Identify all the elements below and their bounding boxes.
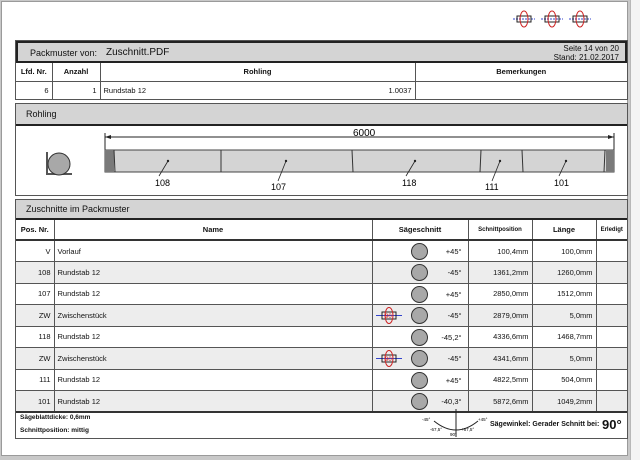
saw-cell xyxy=(372,305,468,327)
name-cell: Rundstab 12 xyxy=(54,326,372,348)
header-file: Zuschnitt.PDF xyxy=(106,47,170,58)
cut-piece-icon xyxy=(569,10,591,28)
angle-label: +45° xyxy=(478,417,488,422)
pos-cell: ZW xyxy=(16,348,54,370)
round-profile-icon xyxy=(411,307,428,324)
straight-cut-label: Sägewinkel: Gerader Schnitt bei: xyxy=(490,421,600,428)
zuschnitte-title: Zuschnitte im Packmuster xyxy=(26,204,130,214)
angle-value: -45° xyxy=(447,268,462,277)
rohling-section xyxy=(15,103,628,196)
col-done: Erledigt xyxy=(596,220,627,240)
length-cell: 5,0mm xyxy=(532,348,596,370)
angle-value: -40,3° xyxy=(441,397,462,406)
position-cell: 4341,6mm xyxy=(468,348,532,370)
name-cell: Rundstab 12 xyxy=(54,391,372,413)
round-profile-icon xyxy=(411,243,428,260)
position-cell: 1361,2mm xyxy=(468,262,532,284)
done-cell[interactable] xyxy=(596,240,627,262)
piece-label: 107 xyxy=(271,182,287,192)
length-cell: 5,0mm xyxy=(532,305,596,327)
name-cell: Rundstab 12 xyxy=(54,369,372,391)
scrollbar[interactable] xyxy=(630,0,640,460)
round-profile-icon xyxy=(411,393,428,410)
angle-value: +45° xyxy=(445,247,462,256)
footer xyxy=(16,409,627,438)
pos-cell: 108 xyxy=(16,262,54,284)
length-cell: 1049,2mm xyxy=(532,391,596,413)
done-cell[interactable] xyxy=(596,305,627,327)
round-profile-icon xyxy=(411,329,428,346)
name-cell: Rundstab 12 xyxy=(54,262,372,284)
done-cell[interactable] xyxy=(596,326,627,348)
table-row xyxy=(16,305,627,327)
name-cell: Zwischenstück xyxy=(54,305,372,327)
table-row xyxy=(16,326,627,348)
saw-cell xyxy=(372,326,468,348)
zuschnitte-bar xyxy=(16,200,627,220)
header-label: Packmuster von: xyxy=(30,48,98,58)
col-bemerkungen: Bemerkungen xyxy=(415,63,627,81)
header-table xyxy=(16,63,627,99)
col-rohling: Rohling xyxy=(100,63,415,81)
angle-value: -45° xyxy=(447,311,462,320)
round-profile-icon xyxy=(411,286,428,303)
length-cell: 1512,0mm xyxy=(532,283,596,305)
piece-label: 108 xyxy=(155,178,171,188)
col-lfd: Lfd. Nr. xyxy=(16,63,52,81)
position-cell: 2850,0mm xyxy=(468,283,532,305)
table-row xyxy=(16,283,627,305)
pos-cell: 118 xyxy=(16,326,54,348)
length-label: 6000 xyxy=(353,128,376,139)
header-bar xyxy=(16,41,627,63)
cut-piece-icon xyxy=(541,10,563,28)
col-name: Name xyxy=(54,220,372,240)
page-number: Seite 14 von 20 xyxy=(563,44,619,53)
angle-label: +67,5° xyxy=(461,427,475,432)
cut-piece-icon xyxy=(513,10,535,28)
intermediate-piece-icon xyxy=(376,350,402,367)
position-cell: 5872,6mm xyxy=(468,391,532,413)
rohling-bar xyxy=(16,104,627,126)
position-cell: 100,4mm xyxy=(468,240,532,262)
angle-value: +45° xyxy=(445,375,462,385)
length-cell: 1260,0mm xyxy=(532,262,596,284)
done-cell[interactable] xyxy=(596,262,627,284)
angle-value: +45° xyxy=(445,289,462,299)
pos-cell: ZW xyxy=(16,305,54,327)
bemerkungen-value xyxy=(415,81,627,99)
angle-value: -45,2° xyxy=(441,332,462,342)
table-row xyxy=(16,262,627,284)
rohling-diagram xyxy=(16,126,627,196)
angle-label: 90° xyxy=(450,432,457,437)
position-cell: 4822,5mm xyxy=(468,369,532,391)
document-page xyxy=(1,1,628,456)
raw-bar xyxy=(105,150,614,172)
col-position: Schnittposition xyxy=(468,220,532,240)
round-profile-icon xyxy=(411,264,428,281)
rohling-title: Rohling xyxy=(26,109,57,119)
cuts-table xyxy=(16,220,627,413)
done-cell[interactable] xyxy=(596,348,627,370)
col-anzahl: Anzahl xyxy=(52,63,100,81)
saw-cell xyxy=(372,369,468,391)
packmuster-header xyxy=(15,40,628,100)
position-cell: 4336,6mm xyxy=(468,326,532,348)
table-row xyxy=(16,240,627,262)
name-cell: Vorlauf xyxy=(54,240,372,262)
length-cell: 1468,7mm xyxy=(532,326,596,348)
scrap-right xyxy=(606,150,614,172)
saw-cell xyxy=(372,262,468,284)
position-cell: 2879,0mm xyxy=(468,305,532,327)
top-icons xyxy=(513,10,593,28)
round-profile-icon xyxy=(411,372,428,389)
scrap-left xyxy=(105,150,114,172)
angle-label: -67,5° xyxy=(430,427,443,432)
date-stamp: Stand: 21.02.2017 xyxy=(553,53,619,62)
pos-cell: V xyxy=(16,240,54,262)
piece-label: 118 xyxy=(402,178,417,188)
svg-text:90: 90 xyxy=(384,314,392,320)
piece-label: 101 xyxy=(554,178,570,188)
pos-cell: 111 xyxy=(16,369,54,391)
saw-cell xyxy=(372,240,468,262)
lfd-value: 6 xyxy=(16,81,52,99)
piece-label: 111 xyxy=(485,182,499,192)
round-profile-icon xyxy=(411,350,428,367)
angle-value: -45° xyxy=(447,354,462,363)
rohling-code: 1.0037 xyxy=(388,85,412,95)
protractor-icon xyxy=(416,409,496,439)
zuschnitte-section xyxy=(15,199,628,439)
anzahl-value: 1 xyxy=(52,81,100,99)
saw-cell xyxy=(372,348,468,370)
table-row xyxy=(16,348,627,370)
table-row xyxy=(16,369,627,391)
name-cell: Zwischenstück xyxy=(54,348,372,370)
pos-cell: 101 xyxy=(16,391,54,413)
col-length: Länge xyxy=(532,220,596,240)
angle-label: -45° xyxy=(422,417,431,422)
rohling-value: Rundstab 12 xyxy=(103,85,147,95)
rohling-cell xyxy=(100,81,415,99)
straight-cut-value: 90° xyxy=(602,417,622,432)
done-cell[interactable] xyxy=(596,283,627,305)
length-cell: 100,0mm xyxy=(532,240,596,262)
col-pos: Pos. Nr. xyxy=(16,220,54,240)
blade-thickness: Sägeblattdicke: 0,6mm xyxy=(20,414,91,421)
cut-position-note: Schnittposition: mittig xyxy=(20,427,89,434)
name-cell: Rundstab 12 xyxy=(54,283,372,305)
length-cell: 504,0mm xyxy=(532,369,596,391)
col-saw: Sägeschnitt xyxy=(372,220,468,240)
saw-cell xyxy=(372,283,468,305)
round-bar-profile-icon xyxy=(47,152,72,175)
svg-text:90: 90 xyxy=(384,357,392,363)
pos-cell: 107 xyxy=(16,283,54,305)
intermediate-piece-icon xyxy=(376,307,402,324)
done-cell[interactable] xyxy=(596,369,627,391)
